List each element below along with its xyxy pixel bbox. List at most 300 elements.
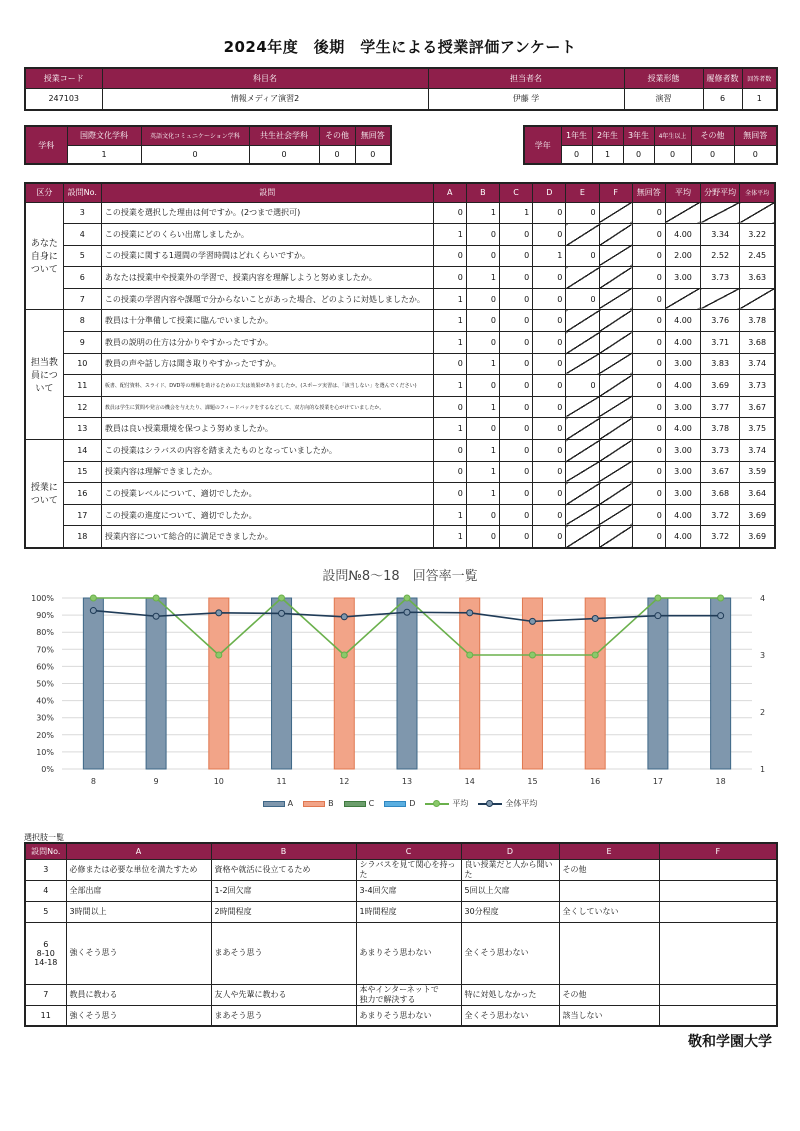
empty-cell	[599, 375, 632, 397]
avg-score: 3.00	[665, 483, 700, 505]
choice-option: 30分程度	[461, 901, 559, 922]
empty-cell	[599, 483, 632, 505]
header-enrolled: 履修者数	[703, 68, 742, 88]
point-average	[467, 652, 473, 658]
dept-value: 0	[141, 145, 249, 164]
question-text: この授業の進度について、適切でしたか。	[101, 504, 433, 526]
empty-cell	[566, 332, 599, 354]
course-format: 演習	[624, 88, 703, 110]
point-average	[529, 652, 535, 658]
choices-header-cell: B	[211, 843, 356, 859]
total-score: 3.74	[740, 440, 775, 462]
count-d: 0	[533, 440, 566, 462]
question-number: 6	[63, 267, 101, 289]
choice-option	[559, 880, 659, 901]
legend-label: 平均	[452, 799, 469, 808]
field-score: 3.78	[701, 418, 740, 440]
question-text: 授業内容について総合的に満足できましたか。	[101, 526, 433, 548]
chart-title: 設問№8～18 回答率一覧	[322, 569, 478, 584]
count-b: 1	[466, 267, 499, 289]
count-c: 0	[500, 332, 533, 354]
point-overall-average	[467, 610, 473, 616]
empty-cell	[566, 418, 599, 440]
empty-cell	[599, 202, 632, 224]
survey-header-cell: 設問	[101, 183, 433, 202]
choice-option: 強くそう思う	[66, 1005, 211, 1026]
legend-item	[425, 798, 468, 809]
y-left-tick-label: 10%	[36, 747, 54, 757]
survey-row	[25, 288, 775, 310]
y-left-tick-label: 100%	[31, 594, 54, 603]
x-tick-label: 18	[715, 777, 726, 786]
empty-cell	[599, 224, 632, 246]
empty-cell	[701, 202, 740, 224]
avg-score: 4.00	[665, 504, 700, 526]
legend-label: C	[368, 799, 375, 808]
bar-B	[334, 598, 354, 769]
choice-question-number: 4	[25, 880, 66, 901]
field-score: 3.69	[701, 375, 740, 397]
empty-cell	[599, 288, 632, 310]
y-left-tick-label: 60%	[36, 662, 54, 672]
field-score: 3.72	[701, 526, 740, 548]
choice-option	[559, 922, 659, 984]
count-c: 0	[500, 461, 533, 483]
enrolled-count: 6	[703, 88, 742, 110]
field-score: 3.73	[701, 267, 740, 289]
y-right-tick-label: 4	[760, 594, 766, 603]
survey-row	[25, 224, 775, 246]
survey-header-cell: E	[566, 183, 599, 202]
survey-row	[25, 267, 775, 289]
legend-label: A	[287, 799, 294, 808]
survey-header-cell: B	[466, 183, 499, 202]
empty-cell	[599, 418, 632, 440]
survey-header-cell: 平均	[665, 183, 700, 202]
total-score: 3.63	[740, 267, 775, 289]
avg-score: 4.00	[665, 332, 700, 354]
point-overall-average	[718, 613, 724, 619]
avg-score: 4.00	[665, 310, 700, 332]
point-average	[153, 595, 159, 601]
count-na: 0	[632, 267, 665, 289]
choices-header-cell: F	[659, 843, 777, 859]
point-average	[216, 652, 222, 658]
question-number: 11	[63, 375, 101, 397]
choice-option: 3時間以上	[66, 901, 211, 922]
choices-label: 選択肢一覧	[24, 833, 64, 842]
empty-cell	[599, 461, 632, 483]
x-tick-label: 17	[652, 777, 664, 786]
total-score: 3.67	[740, 396, 775, 418]
dept-value: 0	[319, 145, 355, 164]
legend-item	[384, 799, 415, 808]
survey-row	[25, 396, 775, 418]
count-d: 0	[533, 396, 566, 418]
survey-results-table	[24, 182, 776, 549]
survey-header-cell: C	[500, 183, 533, 202]
count-na: 0	[632, 504, 665, 526]
header-respondents: 回答者数	[742, 68, 777, 88]
empty-cell	[599, 526, 632, 548]
bar-A	[711, 598, 731, 769]
empty-cell	[701, 288, 740, 310]
count-b: 0	[466, 504, 499, 526]
dept-header: 英語文化コミュニケーション学科	[141, 126, 249, 145]
count-a: 0	[433, 245, 466, 267]
point-overall-average	[341, 614, 347, 620]
question-number: 8	[63, 310, 101, 332]
grade-value: 0	[654, 145, 691, 164]
avg-score: 4.00	[665, 418, 700, 440]
y-right-tick-label: 1	[760, 765, 766, 774]
dept-header: 共生社会学科	[249, 126, 319, 145]
count-b: 0	[466, 310, 499, 332]
response-rate-chart	[0, 585, 800, 795]
count-b: 0	[466, 375, 499, 397]
legend-item	[303, 799, 334, 808]
count-na: 0	[632, 461, 665, 483]
question-text: この授業に関する1週間の学習時間はどれくらいですか。	[101, 245, 433, 267]
survey-row	[25, 526, 775, 548]
avg-score: 4.00	[665, 375, 700, 397]
bar-A	[83, 598, 103, 769]
point-average	[341, 652, 347, 658]
grade-header: 1年生	[561, 126, 592, 145]
count-c: 0	[500, 375, 533, 397]
y-left-tick-label: 40%	[36, 696, 54, 706]
question-text: 教員の声や話し方は聞き取りやすかったですか。	[101, 353, 433, 375]
question-text: この授業の学習内容や課題で分からないことがあった場合、どのように対処しましたか。	[101, 288, 433, 310]
count-d: 0	[533, 332, 566, 354]
respondent-count: 1	[742, 88, 777, 110]
count-na: 0	[632, 483, 665, 505]
y-right-tick-label: 2	[760, 708, 766, 717]
legend-swatch	[384, 801, 406, 807]
empty-cell	[599, 245, 632, 267]
empty-cell	[599, 396, 632, 418]
question-number: 5	[63, 245, 101, 267]
x-tick-label: 13	[401, 777, 413, 786]
choices-header-cell: E	[559, 843, 659, 859]
survey-row	[25, 353, 775, 375]
bar-A	[648, 598, 668, 769]
legend-swatch	[478, 803, 502, 805]
total-score: 3.69	[740, 504, 775, 526]
count-b: 1	[466, 353, 499, 375]
avg-score: 4.00	[665, 526, 700, 548]
survey-header-cell: 分野平均	[701, 183, 740, 202]
count-na: 0	[632, 353, 665, 375]
legend-label: D	[409, 799, 416, 808]
department-table	[24, 125, 392, 165]
point-overall-average	[216, 610, 222, 616]
question-text: この授業はシラバスの内容を踏まえたものとなっていましたか。	[101, 440, 433, 462]
question-text: 授業内容は理解できましたか。	[101, 461, 433, 483]
question-text: この授業レベルについて、適切でしたか。	[101, 483, 433, 505]
count-a: 1	[433, 332, 466, 354]
point-average	[718, 595, 724, 601]
count-c: 1	[500, 202, 533, 224]
choice-option: 全くしていない	[559, 901, 659, 922]
count-a: 1	[433, 526, 466, 548]
count-na: 0	[632, 310, 665, 332]
count-d: 0	[533, 267, 566, 289]
count-b: 0	[466, 418, 499, 440]
question-text: この授業にどのくらい出席しましたか。	[101, 224, 433, 246]
legend-label: 全体平均	[505, 799, 538, 808]
field-score: 3.73	[701, 440, 740, 462]
point-overall-average	[279, 610, 285, 616]
question-text: 板書、配付資料、スライド、DVD等の理解を助けるための工夫は効果がありましたか。(スポーツ実習は、「該当しない」を選んでください)	[101, 375, 433, 397]
grade-value: 0	[623, 145, 654, 164]
choice-option: 全くそう思わない	[461, 1005, 559, 1026]
question-number: 13	[63, 418, 101, 440]
choice-option: 特に対処しなかった	[461, 984, 559, 1005]
choices-header-cell: A	[66, 843, 211, 859]
empty-cell	[566, 267, 599, 289]
point-average	[404, 595, 410, 601]
empty-cell	[599, 440, 632, 462]
legend-item	[263, 799, 293, 808]
count-b: 1	[466, 202, 499, 224]
choice-question-number: 11	[25, 1005, 66, 1026]
choices-header-cell: D	[461, 843, 559, 859]
bar-B	[460, 598, 480, 769]
point-overall-average	[90, 608, 96, 614]
count-b: 0	[466, 224, 499, 246]
count-a: 0	[433, 202, 466, 224]
choice-option	[659, 922, 777, 984]
choices-row	[25, 901, 777, 922]
course-code: 247103	[25, 88, 102, 110]
grade-header: その他	[691, 126, 734, 145]
choice-option: まあそう思う	[211, 922, 356, 984]
survey-header-cell: D	[533, 183, 566, 202]
avg-score: 3.00	[665, 396, 700, 418]
choice-option: 2時間程度	[211, 901, 356, 922]
question-text: この授業を選択した理由は何ですか。(2つまで選択可)	[101, 202, 433, 224]
choice-option: 強くそう思う	[66, 922, 211, 984]
avg-score: 3.00	[665, 353, 700, 375]
dept-value: 0	[355, 145, 391, 164]
total-score: 3.69	[740, 526, 775, 548]
count-c: 0	[500, 418, 533, 440]
count-d: 0	[533, 310, 566, 332]
y-left-tick-label: 90%	[36, 611, 54, 621]
field-score: 3.83	[701, 353, 740, 375]
course-info-table	[24, 67, 778, 111]
bar-B	[209, 598, 229, 769]
choice-option: シラバスを見て関心を持った	[356, 859, 461, 880]
total-score: 3.78	[740, 310, 775, 332]
choices-header-cell: 設問No.	[25, 843, 66, 859]
field-score: 3.72	[701, 504, 740, 526]
choices-row	[25, 859, 777, 880]
header-subject: 科目名	[102, 68, 428, 88]
dept-value: 0	[249, 145, 319, 164]
survey-header-row	[25, 183, 775, 202]
count-na: 0	[632, 418, 665, 440]
choices-header-row	[25, 843, 777, 859]
field-score: 3.77	[701, 396, 740, 418]
count-a: 1	[433, 288, 466, 310]
choice-option: あまりそう思わない	[356, 1005, 461, 1026]
x-tick-label: 9	[153, 777, 159, 786]
empty-cell	[665, 202, 700, 224]
header-instructor: 担当者名	[428, 68, 624, 88]
dept-value: 1	[67, 145, 141, 164]
count-c: 0	[500, 396, 533, 418]
empty-cell	[599, 310, 632, 332]
page-title: 2024年度 後期 学生による授業評価アンケート	[223, 38, 577, 56]
empty-cell	[566, 526, 599, 548]
x-tick-label: 11	[276, 777, 287, 786]
total-score: 2.45	[740, 245, 775, 267]
choice-option: 全部出席	[66, 880, 211, 901]
question-number: 17	[63, 504, 101, 526]
count-na: 0	[632, 202, 665, 224]
choice-option: 1-2回欠席	[211, 880, 356, 901]
point-average	[90, 595, 96, 601]
legend-item	[478, 798, 537, 809]
header-course-code: 授業コード	[25, 68, 102, 88]
y-left-tick-label: 0%	[41, 765, 54, 774]
count-c: 0	[500, 440, 533, 462]
avg-score: 3.00	[665, 440, 700, 462]
grade-header: 2年生	[592, 126, 623, 145]
survey-row	[25, 202, 775, 224]
count-na: 0	[632, 224, 665, 246]
choice-option: 友人や先輩に教わる	[211, 984, 356, 1005]
count-na: 0	[632, 245, 665, 267]
grade-header: 4年生以上	[654, 126, 691, 145]
count-a: 1	[433, 504, 466, 526]
question-text: あなたは授業中や授業外の学習で、授業内容を理解しようと努めましたか。	[101, 267, 433, 289]
empty-cell	[566, 396, 599, 418]
survey-header-cell: 全体平均	[740, 183, 775, 202]
choice-option	[659, 901, 777, 922]
count-c: 0	[500, 267, 533, 289]
count-c: 0	[500, 288, 533, 310]
count-b: 1	[466, 440, 499, 462]
empty-cell	[566, 224, 599, 246]
course-info-value-row	[25, 88, 777, 110]
x-tick-label: 8	[90, 777, 96, 786]
choice-option	[659, 859, 777, 880]
count-d: 0	[533, 526, 566, 548]
question-text: 教員は学生に質問や発言の機会を与えたり、課題のフィードバックをするなどして、双方向的な授業を心がけていましたか。	[101, 396, 433, 418]
total-score: 3.75	[740, 418, 775, 440]
empty-cell	[599, 353, 632, 375]
x-tick-label: 16	[590, 777, 601, 786]
total-score: 3.59	[740, 461, 775, 483]
survey-row	[25, 310, 775, 332]
count-c: 0	[500, 353, 533, 375]
survey-row	[25, 418, 775, 440]
x-tick-label: 14	[464, 777, 475, 786]
y-left-tick-label: 70%	[36, 645, 54, 655]
legend-swatch	[263, 801, 285, 807]
instructor-name: 伊藤 学	[428, 88, 624, 110]
choice-option: 本やインターネットで 独力で解決する	[356, 984, 461, 1005]
x-tick-label: 10	[213, 777, 224, 786]
empty-cell	[599, 332, 632, 354]
count-b: 0	[466, 526, 499, 548]
survey-header-cell: F	[599, 183, 632, 202]
dept-header: 国際文化学科	[67, 126, 141, 145]
total-score: 3.68	[740, 332, 775, 354]
empty-cell	[740, 288, 775, 310]
survey-header-cell: 設問No.	[63, 183, 101, 202]
y-left-tick-label: 20%	[36, 730, 54, 740]
point-average	[592, 652, 598, 658]
count-e: 0	[566, 245, 599, 267]
grade-header: 3年生	[623, 126, 654, 145]
count-na: 0	[632, 332, 665, 354]
count-d: 0	[533, 483, 566, 505]
empty-cell	[566, 353, 599, 375]
section-label: あなた自身について	[25, 202, 63, 310]
question-number: 7	[63, 288, 101, 310]
choices-row	[25, 1005, 777, 1026]
choice-option	[659, 1005, 777, 1026]
count-d: 1	[533, 245, 566, 267]
legend-swatch	[425, 803, 449, 805]
choice-option: その他	[559, 859, 659, 880]
count-a: 0	[433, 267, 466, 289]
legend-swatch	[344, 801, 366, 807]
legend-swatch	[303, 801, 325, 807]
avg-score: 3.00	[665, 461, 700, 483]
empty-cell	[566, 483, 599, 505]
choice-option: 全くそう思わない	[461, 922, 559, 984]
count-d: 0	[533, 353, 566, 375]
grade-value: 0	[691, 145, 734, 164]
chart-legend	[0, 798, 800, 809]
count-a: 1	[433, 418, 466, 440]
bar-A	[146, 598, 166, 769]
count-a: 1	[433, 375, 466, 397]
choice-option: 資格や就活に役立てるため	[211, 859, 356, 880]
choice-option: まあそう思う	[211, 1005, 356, 1026]
field-score: 3.67	[701, 461, 740, 483]
choice-option: 3-4回欠席	[356, 880, 461, 901]
count-na: 0	[632, 440, 665, 462]
count-na: 0	[632, 526, 665, 548]
survey-row	[25, 375, 775, 397]
choice-option	[659, 984, 777, 1005]
question-number: 12	[63, 396, 101, 418]
choices-row	[25, 922, 777, 984]
choice-option: 該当しない	[559, 1005, 659, 1026]
survey-row	[25, 483, 775, 505]
empty-cell	[566, 310, 599, 332]
bar-B	[585, 598, 605, 769]
point-average	[279, 595, 285, 601]
count-d: 0	[533, 418, 566, 440]
question-number: 10	[63, 353, 101, 375]
question-number: 3	[63, 202, 101, 224]
choice-option: その他	[559, 984, 659, 1005]
count-a: 0	[433, 440, 466, 462]
x-tick-label: 15	[527, 777, 538, 786]
choices-row	[25, 984, 777, 1005]
empty-cell	[740, 202, 775, 224]
survey-header-cell: 区分	[25, 183, 63, 202]
choices-header-cell: C	[356, 843, 461, 859]
count-na: 0	[632, 375, 665, 397]
